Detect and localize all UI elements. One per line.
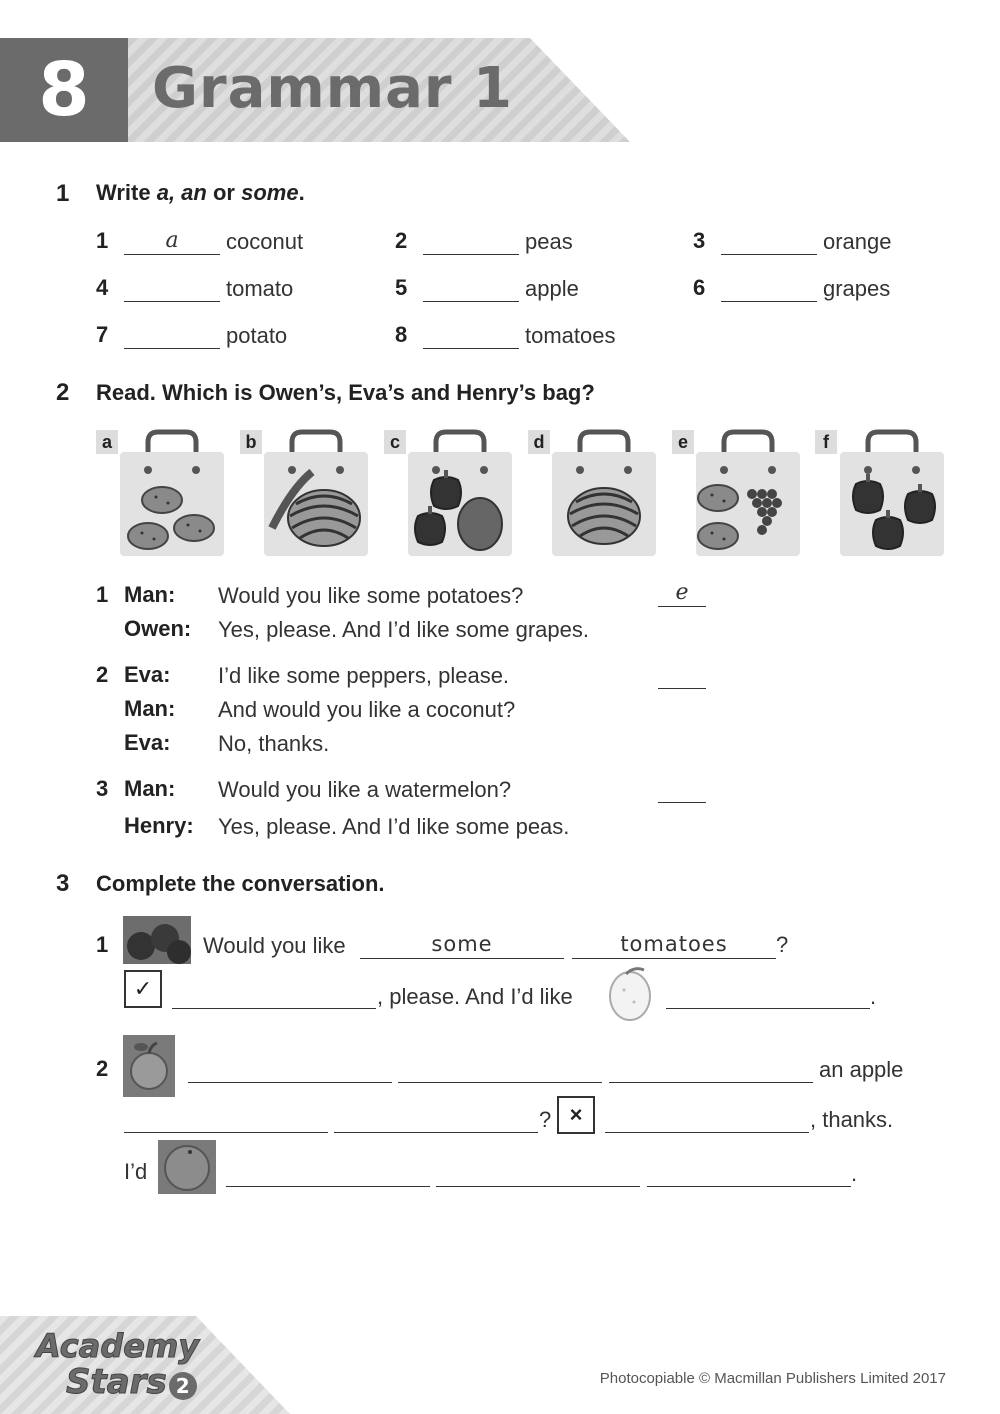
answer-blank[interactable]: tomatoes: [572, 932, 776, 959]
item-number: 2: [395, 228, 408, 253]
item-word: orange: [823, 229, 892, 254]
item-word: grapes: [823, 276, 891, 301]
exercise-number: 3: [56, 870, 70, 897]
prompt-text: Would you like: [203, 933, 346, 958]
item-number: 1: [96, 228, 109, 253]
answer-blank[interactable]: [124, 1106, 328, 1133]
answer-blank[interactable]: [423, 275, 519, 302]
speaker: Eva:: [124, 730, 171, 755]
dialogue-line: Would you like some potatoes?: [218, 583, 524, 608]
bag-label-c: c: [384, 430, 406, 454]
answer-blank[interactable]: [398, 1056, 602, 1083]
speaker: Man:: [124, 582, 176, 607]
answer-blank[interactable]: [188, 1056, 392, 1083]
answer-blank[interactable]: [423, 228, 519, 255]
exercise-heading: Read. Which is Owen’s, Eva’s and Henry’s bag?: [96, 380, 595, 405]
punctuation: ?: [539, 1107, 552, 1132]
answer-blank[interactable]: [172, 982, 376, 1009]
speaker: Man:: [124, 696, 176, 721]
copyright-text: Photocopiable © Macmillan Publishers Limited 2017: [599, 1370, 946, 1387]
bag-e: [696, 432, 800, 556]
answer-blank[interactable]: [666, 982, 870, 1009]
bag-answer-blank[interactable]: [658, 776, 706, 803]
item-number: 5: [395, 275, 408, 300]
answer-blank[interactable]: [609, 1056, 813, 1083]
dialogue-line: I’d like some peppers, please.: [218, 663, 510, 688]
exercise-number: 1: [56, 180, 70, 207]
prompt-text: , please. And I’d like: [377, 984, 573, 1009]
item-word: apple: [525, 276, 579, 301]
dialogue-line: Yes, please. And I’d like some peas.: [218, 814, 570, 839]
answer-blank[interactable]: [423, 322, 519, 349]
answer-blank[interactable]: [436, 1160, 640, 1187]
dialogue-line: And would you like a coconut?: [218, 697, 516, 722]
bag-label-e: e: [672, 430, 694, 454]
bags-illustration: [118, 428, 948, 558]
exercise-heading: Write a, an or some.: [96, 180, 305, 205]
bag-label-a: a: [96, 430, 118, 454]
item-word: potato: [226, 323, 288, 348]
apple-picture: [123, 1035, 175, 1097]
academy-stars-logo: Academy Stars 2: [36, 1327, 200, 1402]
bag-label-f: f: [815, 430, 837, 454]
dialogue-line: No, thanks.: [218, 731, 330, 756]
dialogue-number: 1: [96, 582, 109, 607]
speaker: Henry:: [124, 813, 194, 838]
punctuation: .: [851, 1161, 858, 1186]
answer-blank[interactable]: some: [360, 932, 564, 959]
speaker: Eva:: [124, 662, 171, 687]
answer-blank[interactable]: [721, 275, 817, 302]
bag-answer-blank[interactable]: e: [658, 580, 706, 607]
item-number: 3: [693, 228, 706, 253]
speaker: Owen:: [124, 616, 192, 641]
bag-d: [552, 432, 656, 556]
answer-blank[interactable]: [721, 228, 817, 255]
exercise-number: 2: [56, 379, 70, 406]
lemon-picture: [604, 964, 654, 1022]
bag-c: [408, 432, 512, 556]
item-number: 1: [96, 932, 109, 957]
dialogue-number: 2: [96, 662, 109, 687]
prompt-text: , thanks.: [810, 1107, 894, 1132]
item-number: 4: [96, 275, 109, 300]
dialogue-line: Would you like a watermelon?: [218, 777, 512, 802]
prompt-text: I’d: [124, 1159, 148, 1184]
level-badge: 2: [169, 1372, 197, 1400]
cross-icon: ×: [557, 1096, 595, 1134]
dialogue-line: Yes, please. And I’d like some grapes.: [218, 617, 589, 642]
item-number: 7: [96, 322, 109, 347]
item-number: 8: [395, 322, 408, 347]
item-number: 2: [96, 1056, 109, 1081]
item-word: tomatoes: [525, 323, 616, 348]
prompt-text: an apple: [819, 1057, 904, 1082]
punctuation: ?: [776, 932, 789, 957]
bag-b: [264, 432, 368, 556]
answer-blank[interactable]: [226, 1160, 430, 1187]
answer-blank[interactable]: a: [124, 228, 220, 255]
exercise-heading: Complete the conversation.: [96, 871, 385, 896]
bag-a: [120, 432, 224, 556]
item-word: tomato: [226, 276, 294, 301]
answer-blank[interactable]: [334, 1106, 538, 1133]
page-title: Grammar 1: [152, 56, 513, 121]
item-word: coconut: [226, 229, 304, 254]
bag-label-d: d: [528, 430, 550, 454]
punctuation: .: [870, 984, 877, 1009]
tomatoes-picture: [123, 916, 191, 964]
dialogue-number: 3: [96, 776, 109, 801]
check-icon: ✓: [124, 970, 162, 1008]
unit-number: 8: [0, 38, 128, 142]
item-word: peas: [525, 229, 573, 254]
bag-f: [840, 432, 944, 556]
bag-label-b: b: [240, 430, 262, 454]
answer-blank[interactable]: [124, 275, 220, 302]
answer-blank[interactable]: [605, 1106, 809, 1133]
orange-picture: [158, 1140, 216, 1194]
bag-answer-blank[interactable]: [658, 662, 706, 689]
speaker: Man:: [124, 776, 176, 801]
answer-blank[interactable]: [124, 322, 220, 349]
item-number: 6: [693, 275, 706, 300]
answer-blank[interactable]: [647, 1160, 851, 1187]
